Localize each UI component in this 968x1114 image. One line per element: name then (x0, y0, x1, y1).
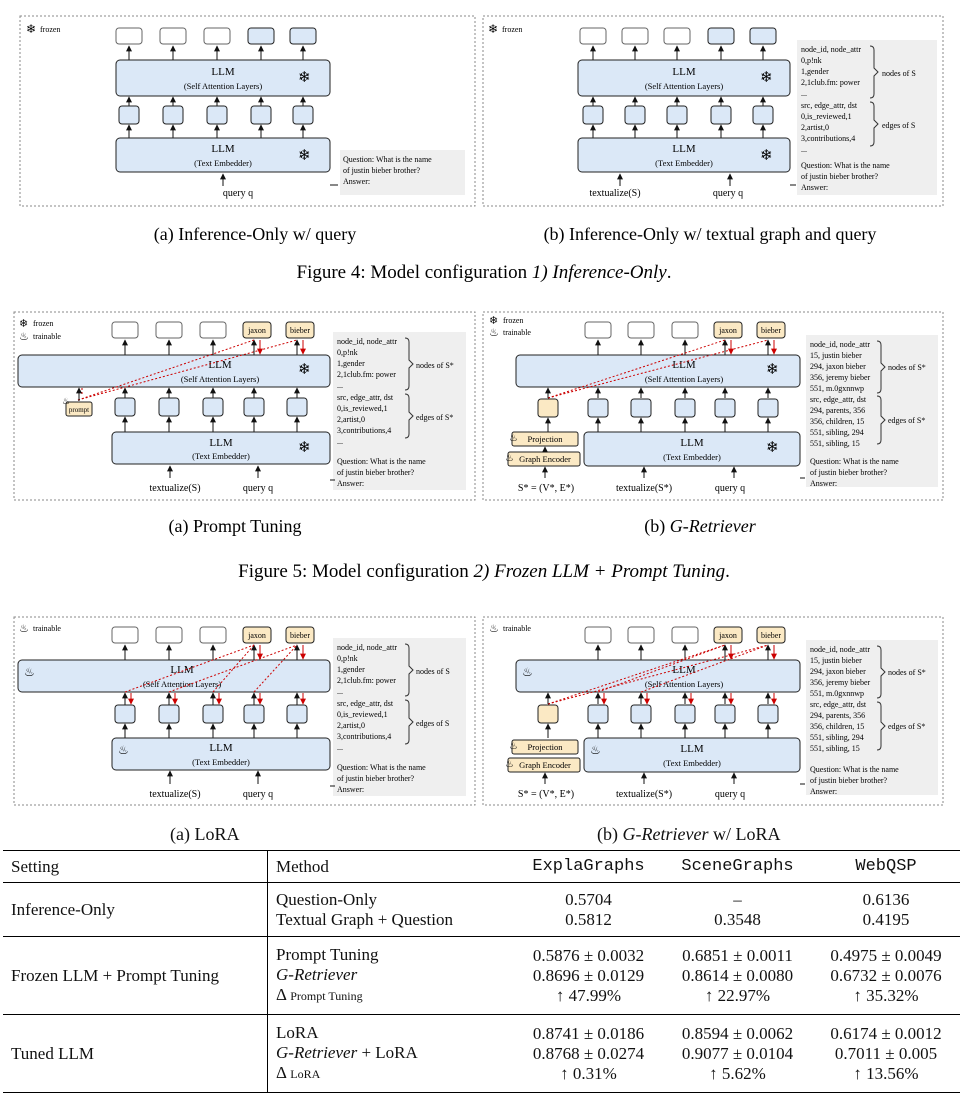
frozen-legend: frozen (502, 25, 523, 34)
svg-text:(Self Attention Layers): (Self Attention Layers) (183, 81, 263, 91)
svg-text:jaxon: jaxon (719, 631, 737, 640)
snowflake-icon: ❄ (19, 318, 29, 330)
explagraphs-cell: 0.8741 ± 0.0186 0.8768 ± 0.0274 ↑ 0.31% (532, 1023, 645, 1083)
svg-text:...: ... (337, 437, 343, 446)
svg-text:LLM: LLM (672, 143, 696, 155)
svg-text:Graph Encoder: Graph Encoder (519, 454, 571, 464)
table-row (3, 883, 960, 937)
svg-text:bieber: bieber (761, 631, 781, 640)
svg-text:1,gender: 1,gender (801, 67, 829, 76)
method-cell: Question-Only Textual Graph + Question (268, 883, 515, 937)
output-tokens (116, 28, 316, 44)
svg-text:textualize(S): textualize(S) (149, 789, 201, 800)
webqsp-cell: 0.6174 ± 0.0012 0.7011 ± 0.005 ↑ 13.56% (830, 1023, 942, 1083)
svg-text:(Text Embedder): (Text Embedder) (655, 158, 713, 168)
svg-text:edges of S*: edges of S* (416, 413, 454, 422)
fig4a-caption: (a) Inference-Only w/ query (153, 224, 357, 244)
svg-text:Question: What is the name: Question: What is the name (810, 457, 899, 466)
svg-text:294, jaxon bieber: 294, jaxon bieber (810, 667, 866, 676)
svg-text:LLM: LLM (211, 143, 235, 155)
svg-text:trainable: trainable (503, 624, 531, 633)
svg-text:356, jeremy bieber: 356, jeremy bieber (810, 678, 871, 687)
svg-text:LLM: LLM (211, 66, 235, 78)
svg-text:edges of S: edges of S (416, 719, 450, 728)
snowflake-icon: ❄ (298, 148, 311, 164)
svg-text:3,contributions,4: 3,contributions,4 (801, 134, 856, 143)
flame-icon: ♨ (509, 741, 518, 752)
explagraphs-cell: 0.5704 0.5812 (565, 889, 612, 929)
svg-text:0,is_reviewed,1: 0,is_reviewed,1 (337, 710, 388, 719)
svg-text:551, m.0gxnnwp: 551, m.0gxnnwp (810, 384, 864, 393)
svg-text:551, sibling, 15: 551, sibling, 15 (810, 439, 860, 448)
svg-text:Question: What is the name: Question: What is the name (810, 765, 899, 774)
svg-text:15, justin bieber: 15, justin bieber (810, 656, 862, 665)
svg-text:2,1club.fm: power: 2,1club.fm: power (337, 676, 396, 685)
svg-text:294, parents, 356: 294, parents, 356 (810, 711, 866, 720)
svg-text:2,1club.fm: power: 2,1club.fm: power (801, 78, 860, 87)
svg-text:node_id, node_attr: node_id, node_attr (337, 337, 397, 346)
explagraphs-cell: 0.5876 ± 0.0032 0.8696 ± 0.0129 ↑ 47.99% (532, 945, 645, 1005)
svg-text:src, edge_attr, dst: src, edge_attr, dst (810, 395, 867, 404)
svg-text:(Self Attention Layers): (Self Attention Layers) (644, 679, 724, 689)
fig4b-caption: (b) Inference-Only w/ textual graph and query (543, 224, 877, 244)
svg-text:0,is_reviewed,1: 0,is_reviewed,1 (337, 404, 388, 413)
svg-text:node_id, node_attr: node_id, node_attr (810, 340, 870, 349)
svg-text:Answer:: Answer: (343, 177, 371, 186)
svg-text:(Self Attention Layers): (Self Attention Layers) (142, 679, 222, 689)
snowflake-icon: ❄ (298, 70, 311, 86)
svg-text:trainable: trainable (33, 624, 61, 633)
svg-text:356, children, 15: 356, children, 15 (810, 417, 865, 426)
header-method: Method (268, 851, 515, 883)
svg-text:trainable: trainable (33, 332, 61, 341)
svg-text:of justin bieber brother?: of justin bieber brother? (337, 468, 415, 477)
svg-text:551, sibling, 15: 551, sibling, 15 (810, 744, 860, 753)
svg-text:textualize(S): textualize(S) (149, 483, 201, 494)
svg-text:Answer:: Answer: (801, 183, 829, 192)
svg-text:query q: query q (242, 483, 274, 494)
svg-text:0,p!nk: 0,p!nk (337, 348, 358, 357)
svg-text:LLM: LLM (680, 437, 704, 449)
svg-text:Projection: Projection (527, 434, 563, 444)
svg-text:trainable: trainable (503, 328, 531, 337)
flame-icon: ♨ (590, 743, 601, 757)
svg-text:LLM: LLM (209, 742, 233, 754)
svg-text:edges of S*: edges of S* (888, 722, 926, 731)
svg-text:node_id, node_attr: node_id, node_attr (810, 645, 870, 654)
svg-text:LLM: LLM (672, 664, 696, 676)
svg-text:LLM: LLM (209, 437, 233, 449)
flame-icon: ♨ (509, 433, 518, 444)
svg-text:0,is_reviewed,1: 0,is_reviewed,1 (801, 112, 852, 121)
svg-text:Question: What is the name: Question: What is the name (801, 161, 890, 170)
svg-text:bieber: bieber (290, 631, 310, 640)
table-row (3, 937, 960, 1015)
snowflake-icon: ❄ (766, 362, 779, 378)
method-cell: LoRA G-Retriever + LoRA Δ LoRA (268, 1015, 515, 1093)
setting-cell: Frozen LLM + Prompt Tuning (11, 965, 219, 985)
svg-text:prompt: prompt (68, 406, 90, 414)
svg-text:Question: What is the name: Question: What is the name (343, 155, 432, 164)
snowflake-icon: ❄ (298, 362, 311, 378)
svg-text:query q: query q (714, 789, 746, 800)
svg-text:bieber: bieber (761, 326, 781, 335)
svg-text:551, m.0gxnnwp: 551, m.0gxnnwp (810, 689, 864, 698)
svg-text:(Text Embedder): (Text Embedder) (663, 452, 721, 462)
svg-text:of justin bieber brother?: of justin bieber brother? (801, 172, 879, 181)
svg-text:S* = (V*, E*): S* = (V*, E*) (517, 483, 575, 494)
snowflake-icon: ❄ (760, 148, 773, 164)
svg-text:nodes of S*: nodes of S* (888, 363, 926, 372)
svg-text:15, justin bieber: 15, justin bieber (810, 351, 862, 360)
svg-text:LLM: LLM (672, 359, 696, 371)
svg-text:query q: query q (714, 483, 746, 494)
svg-text:0,p!nk: 0,p!nk (337, 654, 358, 663)
results-table (3, 850, 960, 1093)
svg-text:edges of S*: edges of S* (888, 416, 926, 425)
svg-text:294, parents, 356: 294, parents, 356 (810, 406, 866, 415)
snowflake-icon: ❄ (26, 22, 37, 36)
svg-text:2,artist,0: 2,artist,0 (801, 123, 829, 132)
svg-text:(Text Embedder): (Text Embedder) (192, 451, 250, 461)
svg-text:S* = (V*, E*): S* = (V*, E*) (517, 789, 575, 800)
svg-text:src, edge_attr, dst: src, edge_attr, dst (337, 699, 394, 708)
snowflake-icon: ❄ (488, 22, 499, 36)
svg-text:356, jeremy bieber: 356, jeremy bieber (810, 373, 871, 382)
svg-text:frozen: frozen (503, 316, 524, 325)
svg-text:(Self Attention Layers): (Self Attention Layers) (180, 374, 260, 384)
svg-text:jaxon: jaxon (719, 326, 737, 335)
svg-text:Graph Encoder: Graph Encoder (519, 760, 571, 770)
webqsp-cell: 0.4975 ± 0.0049 0.6732 ± 0.0076 ↑ 35.32% (830, 945, 942, 1005)
flame-icon: ♨ (19, 331, 29, 343)
svg-text:LLM: LLM (208, 359, 232, 371)
flame-icon: ♨ (118, 743, 129, 757)
setting-cell: Inference-Only (11, 899, 115, 919)
flame-icon: ♨ (489, 623, 499, 635)
flame-icon: ♨ (505, 453, 514, 464)
flame-icon: ♨ (505, 759, 514, 770)
svg-text:(Text Embedder): (Text Embedder) (192, 757, 250, 767)
snowflake-icon: ❄ (766, 440, 779, 456)
fig4a-panel (20, 16, 475, 206)
snowflake-icon: ❄ (298, 440, 311, 456)
svg-text:of justin bieber brother?: of justin bieber brother? (343, 166, 421, 175)
svg-text:...: ... (337, 743, 343, 752)
svg-text:Answer:: Answer: (810, 479, 838, 488)
svg-text:of justin bieber brother?: of justin bieber brother? (810, 468, 888, 477)
svg-text:query q: query q (712, 188, 744, 199)
header-setting: Setting (11, 856, 60, 876)
svg-text:edges of S: edges of S (882, 121, 916, 130)
svg-text:2,artist,0: 2,artist,0 (337, 721, 365, 730)
svg-text:...: ... (801, 89, 807, 98)
snowflake-icon: ❄ (760, 70, 773, 86)
flame-icon: ♨ (489, 327, 499, 339)
svg-text:...: ... (801, 145, 807, 154)
svg-text:Answer:: Answer: (337, 785, 365, 794)
svg-text:textualize(S*): textualize(S*) (615, 483, 673, 494)
svg-text:2,1club.fm: power: 2,1club.fm: power (337, 370, 396, 379)
fig5a-panel (14, 312, 475, 500)
svg-text:...: ... (337, 687, 343, 696)
flame-icon: ♨ (62, 396, 71, 406)
svg-text:node_id, node_attr: node_id, node_attr (337, 643, 397, 652)
fig6a-panel (14, 617, 475, 805)
svg-text:bieber: bieber (290, 326, 310, 335)
svg-text:jaxon: jaxon (248, 631, 266, 640)
svg-text:356, children, 15: 356, children, 15 (810, 722, 865, 731)
svg-text:LLM: LLM (680, 743, 704, 755)
header-webqsp: WebQSP (855, 857, 917, 876)
svg-text:Projection: Projection (527, 742, 563, 752)
setting-cell: Tuned LLM (11, 1043, 94, 1063)
webqsp-cell: 0.6136 0.4195 (862, 889, 910, 929)
svg-text:(Text Embedder): (Text Embedder) (194, 158, 252, 168)
snowflake-icon: ❄ (489, 315, 499, 327)
svg-text:textualize(S): textualize(S) (589, 188, 641, 199)
svg-text:nodes of S: nodes of S (416, 667, 450, 676)
figure4-caption: Figure 4: Model configuration 1) Inference-Only. (296, 262, 672, 283)
svg-text:0,p!nk: 0,p!nk (801, 56, 822, 65)
fig6b-caption: (b) G-Retriever w/ LoRA (597, 824, 781, 844)
flame-icon: ♨ (19, 623, 29, 635)
flame-icon: ♨ (522, 665, 533, 679)
svg-text:nodes of S*: nodes of S* (888, 668, 926, 677)
svg-text:src, edge_attr, dst: src, edge_attr, dst (801, 101, 858, 110)
svg-text:(Self Attention Layers): (Self Attention Layers) (644, 374, 724, 384)
svg-text:551, sibling, 294: 551, sibling, 294 (810, 733, 864, 742)
frozen-legend: frozen (40, 25, 61, 34)
svg-text:nodes of S*: nodes of S* (416, 361, 454, 370)
svg-text:src, edge_attr, dst: src, edge_attr, dst (810, 700, 867, 709)
svg-text:jaxon: jaxon (248, 326, 266, 335)
svg-text:query q: query q (222, 188, 254, 199)
figure5-caption: Figure 5: Model configuration 2) Frozen LLM + Prompt Tuning. (238, 561, 730, 582)
svg-text:Answer:: Answer: (337, 479, 365, 488)
svg-text:LLM: LLM (672, 66, 696, 78)
fig6b-panel (483, 617, 943, 805)
fig5a-caption: (a) Prompt Tuning (168, 516, 302, 536)
scenegraphs-cell: 0.6851 ± 0.0011 0.8614 ± 0.0080 ↑ 22.97% (681, 945, 794, 1005)
svg-text:(Text Embedder): (Text Embedder) (663, 758, 721, 768)
embedding-tokens (119, 106, 313, 124)
svg-text:2,artist,0: 2,artist,0 (337, 415, 365, 424)
svg-text:query q: query q (242, 789, 274, 800)
svg-text:551, sibling, 294: 551, sibling, 294 (810, 428, 864, 437)
method-cell: Prompt Tuning G-Retriever Δ Prompt Tuning (268, 937, 515, 1015)
scenegraphs-cell: 0.8594 ± 0.0062 0.9077 ± 0.0104 ↑ 5.62% (681, 1023, 794, 1083)
header-scenegraphs: SceneGraphs (681, 857, 794, 876)
scenegraphs-cell: – 0.3548 (714, 889, 761, 929)
svg-text:294, jaxon bieber: 294, jaxon bieber (810, 362, 866, 371)
flame-icon: ♨ (24, 665, 35, 679)
svg-text:of justin bieber brother?: of justin bieber brother? (810, 776, 888, 785)
svg-text:Question: What is the name: Question: What is the name (337, 457, 426, 466)
fig6a-caption: (a) LoRA (170, 824, 240, 844)
svg-text:1,gender: 1,gender (337, 359, 365, 368)
svg-text:Answer:: Answer: (810, 787, 838, 796)
svg-text:1,gender: 1,gender (337, 665, 365, 674)
svg-text:3,contributions,4: 3,contributions,4 (337, 426, 392, 435)
svg-text:nodes of S: nodes of S (882, 69, 916, 78)
fig5b-panel (483, 312, 943, 500)
fig5b-caption: (b) G-Retriever (644, 516, 756, 536)
svg-text:...: ... (337, 381, 343, 390)
svg-text:frozen: frozen (33, 319, 54, 328)
svg-text:3,contributions,4: 3,contributions,4 (337, 732, 392, 741)
svg-text:src, edge_attr, dst: src, edge_attr, dst (337, 393, 394, 402)
table-row (3, 1015, 960, 1093)
table-header-row (3, 851, 960, 883)
svg-text:(Self Attention Layers): (Self Attention Layers) (644, 81, 724, 91)
svg-text:LLM: LLM (170, 664, 194, 676)
svg-text:node_id, node_attr: node_id, node_attr (801, 45, 861, 54)
svg-text:textualize(S*): textualize(S*) (615, 789, 673, 800)
svg-text:of justin bieber brother?: of justin bieber brother? (337, 774, 415, 783)
svg-text:Question: What is the name: Question: What is the name (337, 763, 426, 772)
header-explagraphs: ExplaGraphs (532, 857, 645, 876)
fig4b-panel (483, 16, 943, 206)
